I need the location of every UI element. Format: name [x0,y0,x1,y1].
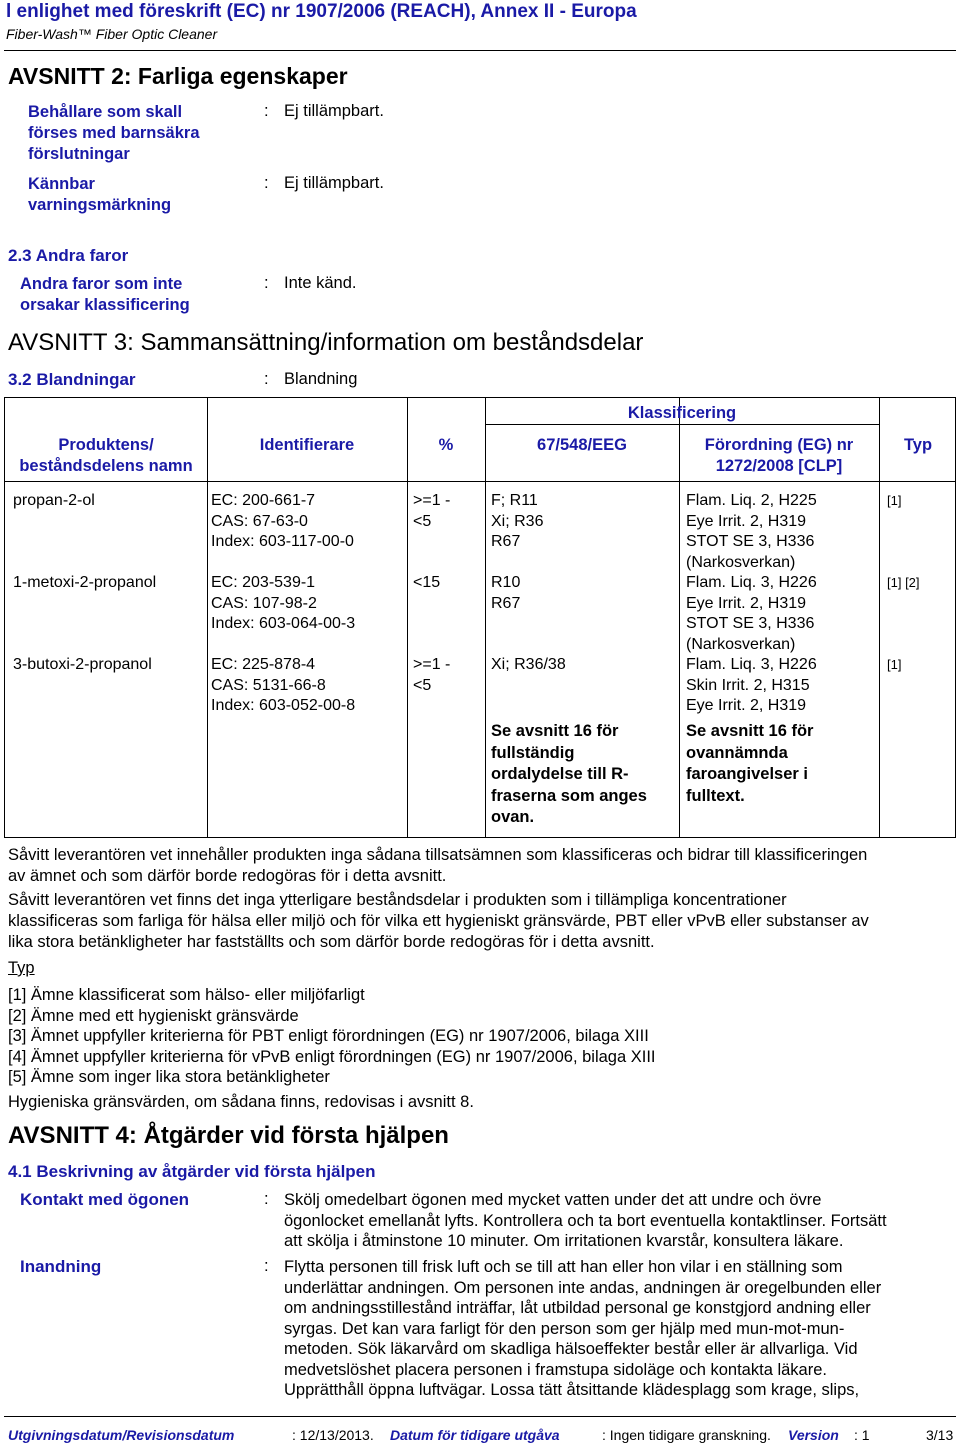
classification-rule [485,424,879,425]
type-legend-heading: Typ [8,959,35,977]
composition-table [4,397,956,838]
clp-note: Se avsnitt 16 för ovannämnda faroangivelser i fulltext. [686,722,814,805]
footer-date-value: : 12/13/2013. [292,1427,374,1443]
subsection-4-1: 4.1 Beskrivning av åtgärder vid första hjälpen [8,1162,376,1181]
row3-name: 3-butoxi-2-propanol [13,656,152,673]
type-legend-item: [4] Ämnet uppfyller kriterierna för vPvB enligt förordningen (EG) nr 1907/2006, bilaga XIII [8,1047,656,1066]
colon: : [264,274,269,292]
footer-date-label: Utgivningsdatum/Revisionsdatum [8,1427,235,1443]
row1-eec: F; R11 Xi; R36 R67 [491,492,544,550]
section-4-title: AVSNITT 4: Åtgärder vid första hjälpen [8,1122,449,1149]
child-resistant-label: Behållare som skall förses med barnsäkra förslutningar [28,103,200,163]
eec-header: 67/548/EEG [537,436,627,454]
footer-version-value: : 1 [854,1427,870,1443]
row2-percent: <15 [413,574,441,591]
document-title: l enlighet med föreskrift (EC) nr 1907/2006 (REACH), Annex II - Europa [6,1,637,22]
additives-paragraph: Såvitt leverantören vet innehåller produkten inga sådana tillsatsämnen som klassificeras och bidrar till klassificeringen av ämnet och som därför borde redogöras för i detta avsnitt. [8,846,868,885]
percent-header: % [438,436,454,454]
row2-eec: R10 R67 [491,574,521,612]
type-legend-list [8,985,656,1088]
row2-name: 1-metoxi-2-propanol [13,574,157,591]
type-legend-item: [2] Ämne med ett hygieniskt gränsvärde [8,1006,299,1025]
page-footer [4,1416,956,1453]
footer-version-label: Version [788,1427,839,1443]
child-resistant-value: Ej tillämpbart. [284,102,384,120]
clp-header: Förordning (EG) nr 1272/2008 [CLP] [704,436,854,475]
mixture-value: Blandning [284,370,358,388]
footer-prev-label: Datum för tidigare utgåva [390,1427,560,1443]
type-header: Typ [903,436,933,454]
colon: : [264,102,269,120]
hygiene-note: Hygieniska gränsvärden, om sådana finns, redovisas i avsnitt 8. [8,1093,474,1111]
row1-percent: >=1 - <5 [413,492,451,530]
row3-percent: >=1 - <5 [413,656,451,694]
colon: : [264,1257,269,1275]
product-name: Fiber-Wash™ Fiber Optic Cleaner [6,26,218,42]
inhalation-label: Inandning [20,1257,102,1276]
other-hazards-label: Andra faror som inte orsakar klassificering [20,275,190,314]
ingredients-paragraph: Såvitt leverantören vet finns det inga ytterligare beståndsdelar i produkten som i tillämpliga koncentrationer klassificeras som farliga för hälsa eller miljö och för vilka ett hygieniskt gränsvärde, PBT eller vPvB eller substanser av lika stora betänkligheter har fastställts och som därför borde redogöras för i detta avsnitt. [8,891,869,951]
row3-type: [1] [887,657,902,672]
row1-name: propan-2-ol [13,492,95,509]
eye-contact-label: Kontakt med ögonen [20,1190,190,1209]
other-hazards-value: Inte känd. [284,274,357,292]
type-legend-item: [5] Ämne som inger lika stora betänkligheter [8,1068,330,1086]
row1-type: [1] [887,493,902,508]
section-3-title: AVSNITT 3: Sammansättning/information om beståndsdelar [8,329,644,356]
tactile-warning-label: Kännbar varningsmärkning [28,175,172,214]
eye-contact-text: Skölj omedelbart ögonen med mycket vatten under det att undre och övre ögonlocket emellanåt lyfts. Kontrollera och ta bort eventuella kontaktlinser. Fortsätt att skölja i åtminstone 10 minuter. Om irritationen kvarstår, konsultera läkare. [284,1191,887,1250]
subsection-2-3: 2.3 Andra faror [8,246,129,265]
section-2-title: AVSNITT 2: Farliga egenskaper [8,63,348,89]
classification-header: Klassificering [627,404,737,422]
col-divider [879,398,880,837]
colon: : [264,370,269,388]
row2-ids: EC: 203-539-1 CAS: 107-98-2 Index: 603-064-00-3 [211,574,356,632]
col-divider [207,398,208,837]
row3-clp: Flam. Liq. 3, H226 Skin Irrit. 2, H315 Eye Irrit. 2, H319 [686,656,817,714]
row3-ids: EC: 225-878-4 CAS: 5131-66-8 Index: 603-052-00-8 [211,656,356,714]
col-divider [407,398,408,837]
table-header-rule [5,481,955,482]
colon: : [264,1190,269,1208]
row2-type: [1] [2] [887,575,920,590]
colon: : [264,174,269,192]
identifier-header: Identifierare [259,436,355,454]
col-divider [485,398,486,837]
tactile-warning-value: Ej tillämpbart. [284,174,384,192]
footer-prev-value: : Ingen tidigare granskning. [602,1427,771,1443]
type-legend-item: [1] Ämne klassificerat som hälso- eller miljöfarligt [8,986,365,1004]
row2-clp: Flam. Liq. 3, H226 Eye Irrit. 2, H319 STOT SE 3, H336 (Narkosverkan) [686,574,817,653]
row1-ids: EC: 200-661-7 CAS: 67-63-0 Index: 603-117-00-0 [211,492,354,550]
name-header: Produktens/ beståndsdelens namn [19,436,193,475]
row3-eec: Xi; R36/38 [491,656,566,673]
footer-page-number: 3/13 [926,1427,954,1443]
row1-clp: Flam. Liq. 2, H225 Eye Irrit. 2, H319 STOT SE 3, H336 (Narkosverkan) [686,492,817,571]
subsection-3-2: 3.2 Blandningar [8,370,136,389]
eec-note: Se avsnitt 16 för fullständig ordalydelse till R- fraserna som anges ovan. [491,722,647,826]
type-legend-item: [3] Ämnet uppfyller kriterierna för PBT enligt förordningen (EG) nr 1907/2006, bilaga XIII [8,1027,649,1045]
inhalation-text: Flytta personen till frisk luft och se till att han eller hon vilar i en ställning som underlättar andningen. Om personen inte andas, andningen är oregelbunden eller om andningsstillestånd inträffar, låt utbildad personal ge konstgjord andning eller syrgas. Det kan vara farligt för den person som ger hjälp med mun-mot-mun- metoden. Sök läkarvård om skadliga hälsoeffekter består eller är allvarliga. Vid medvetslöshet placera personen i framstupa sidoläge och kontakta läkare. Upprätthåll öppna luftvägar. Lossa tätt åtsittande klädesplagg som krage, slips, [284,1258,882,1399]
header-divider [4,50,956,51]
